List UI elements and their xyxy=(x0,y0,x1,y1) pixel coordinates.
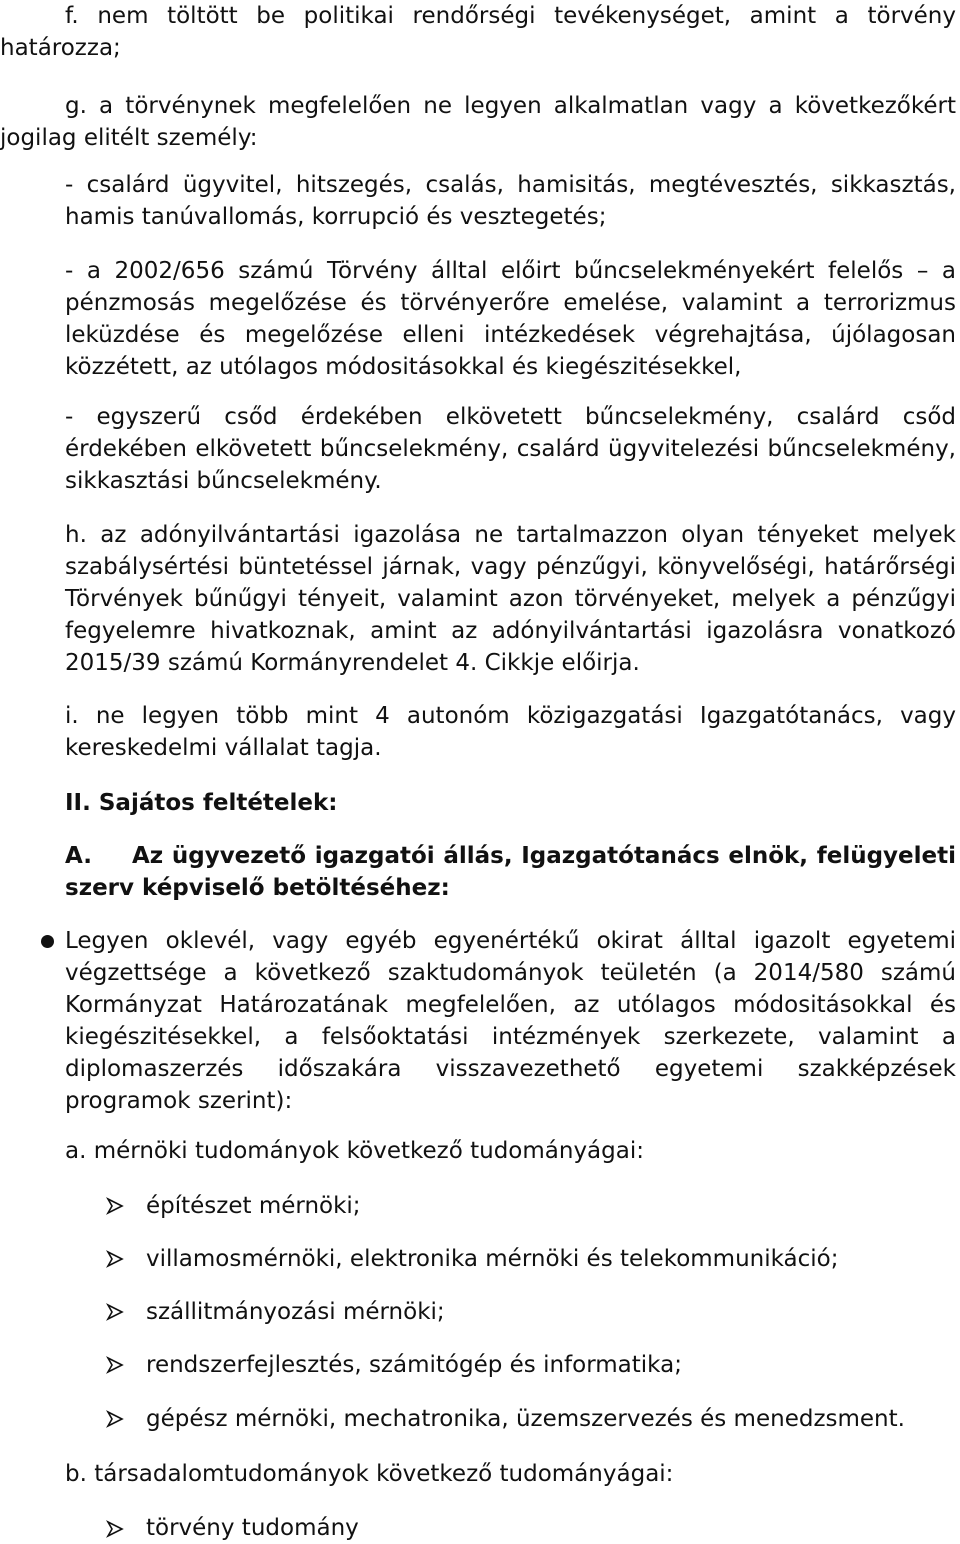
item-h: h. az adónyilvántartási igazolása ne tartalmazzon olyan tényeket melyek szabálysértési büntetéssel járnak, vagy pénzűgyi, könyvelőségi, határőrségi Törvények bűnűgyi tényeit, valamint azon törvényeket, melyek a pénzűgyi fegyelemre hivatkoznak, amint az adónyilvántartási igazolásra vonatkozó 2015/39 számú Kormányrendelet 4. Cikkje előirja. xyxy=(65,522,956,676)
list-a-heading: a. mérnöki tudományok következő tudományágai: xyxy=(65,1138,644,1164)
item-i: i. ne legyen több mint 4 autonóm közigazgatási Igazgatótanács, vagy kereskedelmi vállalat tagja. xyxy=(65,703,956,761)
section-heading: II. Sajátos feltételek: xyxy=(65,790,338,816)
arrow-bullet-icon xyxy=(106,1410,124,1428)
item-g: g. a törvénynek megfelelően ne legyen alkalmatlan vagy a következőkért jogilag elitélt személy: xyxy=(0,93,956,151)
item-f: f. nem töltött be politikai rendőrségi tevékenységet, amint a törvény határozza; xyxy=(0,3,956,61)
arrow-bullet-icon xyxy=(106,1303,124,1321)
g-list-item: - egyszerű csőd érdekében elkövetett bűncselekmény, csalárd csőd érdekében elkövetett bűncselekmény, csalárd ügyvitelezési bűncselekmény, sikkasztási bűncselekmény. xyxy=(65,404,956,494)
list-b-heading: b. társadalomtudományok következő tudományágai: xyxy=(65,1461,674,1487)
arrow-bullet-icon xyxy=(106,1520,124,1538)
arrow-bullet-icon xyxy=(106,1197,124,1215)
list-a-item: építészet mérnöki; xyxy=(146,1193,361,1219)
bullet-icon xyxy=(41,935,54,948)
list-b-item: törvény tudomány xyxy=(146,1515,359,1541)
subsection-heading: Az ügyvezető igazgatói állás, Igazgatótanács elnök, felügyeleti szerv képviselő betöltéséhez: xyxy=(65,843,956,901)
subsection-label: A. xyxy=(65,843,92,869)
list-a-item: villamosmérnöki, elektronika mérnöki és telekommunikáció; xyxy=(146,1246,839,1272)
bullet-paragraph: Legyen oklevél, vagy egyéb egyenértékű okirat álltal igazolt egyetemi végzettsége a következő szaktudományok teületén (a 2014/580 számú Kormányzat Határozatának megfelelően, az utólagos módositásokkal és kiegészitésekkel, a felsőoktatási intézmények szerkezete, valamint a diplomaszerzés időszakára visszavezethető egyetemi szakképzések programok szerint): xyxy=(65,928,956,1114)
arrow-bullet-icon xyxy=(106,1250,124,1268)
g-list-item: - csalárd ügyvitel, hitszegés, csalás, hamisitás, megtévesztés, sikkasztás, hamis tanúvallomás, korrupció és vesztegetés; xyxy=(65,172,956,230)
list-a-item: gépész mérnöki, mechatronika, üzemszervezés és menedzsment. xyxy=(146,1406,905,1432)
arrow-bullet-icon xyxy=(106,1356,124,1374)
list-a-item: rendszerfejlesztés, számitógép és informatika; xyxy=(146,1352,682,1378)
list-a-item: szállitmányozási mérnöki; xyxy=(146,1299,445,1325)
g-list-item: - a 2002/656 számú Törvény álltal előirt bűncselekményekért felelős – a pénzmosás megelőzése és törvényerőre emelése, valamint a terrorizmus leküzdése és megelőzése elleni intézkedések végrehajtása, újólagosan közzétett, az utólagos módositásokkal és kiegészitésekkel, xyxy=(65,258,956,380)
